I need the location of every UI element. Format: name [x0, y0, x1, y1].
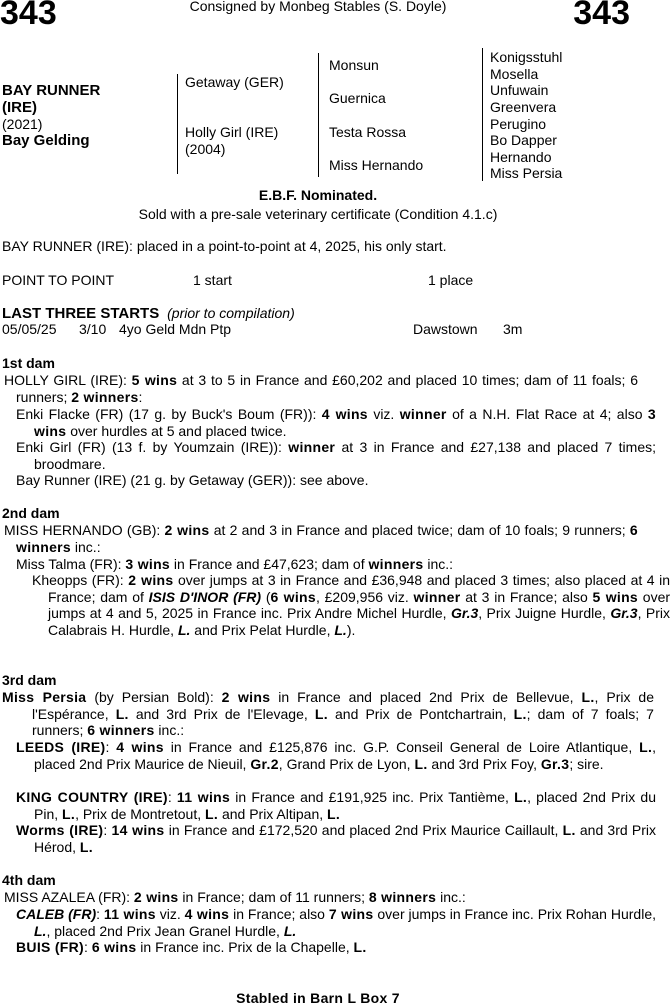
- pedigree-grandparent: Monsun: [329, 57, 379, 73]
- section-title-3rd-dam: 3rd dam: [2, 672, 57, 688]
- lot-number-left: 343: [0, 0, 57, 32]
- pedigree-great-grandparent: Bo Dapper: [490, 132, 557, 148]
- last-three-note: (prior to compilation): [167, 305, 295, 321]
- pedigree-great-grandparent: Mosella: [490, 66, 539, 82]
- horse-name: BAY RUNNER: [2, 82, 101, 99]
- dam1-progeny-3: Bay Runner (IRE) (21 g. by Getaway (GER)): see above.: [16, 472, 369, 488]
- pedigree-great-grandparent: Unfuwain: [490, 82, 549, 98]
- dam3-progeny-1: LEEDS (IRE): 4 wins in France and £125,876 inc. G.P. Conseil General de Loire Atlantique, L., placed 2nd Prix Maurice de Nieuil, Gr.2, Grand Prix de Lyon, L. and 3rd Prix Foy, Gr.3; sire.: [16, 739, 657, 772]
- pedigree-divider-2: [318, 53, 319, 177]
- section-title-4th-dam: 4th dam: [2, 872, 56, 888]
- dam4-paragraph: MISS AZALEA (FR): 2 wins in France; dam of 11 runners; 8 winners inc.:: [4, 889, 466, 905]
- horse-description: Bay Gelding: [2, 132, 90, 149]
- dam1-paragraph: HOLLY GIRL (IRE): 5 wins at 3 to 5 in France and £60,202 and placed 10 times; dam of 11 foals; 6 runners; 2 winners:: [4, 372, 638, 405]
- pedigree-great-grandparent: Greenvera: [490, 99, 557, 115]
- last-start-distance: 3m: [503, 321, 523, 337]
- last-three-title: LAST THREE STARTS: [2, 305, 160, 322]
- ptp-starts: 1 start: [193, 272, 232, 288]
- pedigree-dam-year: (2004): [185, 141, 226, 157]
- dam2-progeny-2: Kheopps (FR): 2 wins over jumps at 3 in France and £36,948 and placed 3 times; also placed at 4 in France; dam of ISIS D'INOR (FR) (6 wins, £209,956 viz. winner at 3 in France; also 5 wins over jumps at 4 and 5, 2025 in France inc. Prix Andre Michel Hurdle, Gr.3, Prix Juigne Hurdle, Gr.3, Prix Calabrais H. Hurdle, L. and Prix Pelat Hurdle, L.).: [32, 572, 670, 639]
- dam3-progeny-2: KING COUNTRY (IRE): 11 wins in France and £191,925 inc. Prix Tantième, L., placed 2nd Prix du Pin, L., Prix de Montretout, L. and Prix Altipan, L.: [16, 789, 656, 822]
- stabling-info: Stabled in Barn L Box 7: [236, 990, 400, 1006]
- ptp-places: 1 place: [428, 272, 474, 288]
- dam2-progeny-1: Miss Talma (FR): 3 wins in France and £47,623; dam of winners inc.:: [16, 556, 454, 572]
- dam1-progeny-1: Enki Flacke (FR) (17 g. by Buck's Boum (FR)): 4 wins viz. winner of a N.H. Flat Race at 4; also 3 wins over hurdles at 5 and placed twice.: [16, 406, 656, 439]
- pedigree-great-grandparent: Konigsstuhl: [490, 49, 563, 65]
- last-three-heading: [2, 305, 295, 322]
- pedigree-dam: Holly Girl (IRE): [185, 124, 279, 140]
- pedigree-sire: Getaway (GER): [185, 74, 284, 90]
- racing-summary: BAY RUNNER (IRE): placed in a point-to-point at 4, 2025, his only start.: [2, 238, 447, 254]
- pedigree-grandparent: Guernica: [329, 90, 386, 106]
- section-title-2nd-dam: 2nd dam: [2, 505, 60, 521]
- dam3-paragraph: Miss Persia (by Persian Bold): 2 wins in France and placed 2nd Prix de Bellevue, L., Prix de l'Espérance, L. and 3rd Prix de l'Elevage, L. and Prix de Pontchartrain, L.; dam of 7 foals; 7 runners; 6 winners inc.:: [2, 689, 654, 739]
- vet-certificate-note: Sold with a pre-sale veterinary certificate (Condition 4.1.c): [138, 206, 498, 222]
- dam4-progeny-2: BUIS (FR): 6 wins in France inc. Prix de la Chapelle, L.: [16, 939, 367, 955]
- last-start-course: Dawstown: [413, 321, 478, 337]
- pedigree-great-grandparent: Perugino: [490, 116, 547, 132]
- pedigree-great-grandparent: Hernando: [490, 149, 552, 165]
- last-start-date: 05/05/25: [2, 321, 57, 337]
- section-title-1st-dam: 1st dam: [2, 355, 55, 371]
- horse-country: (IRE): [2, 99, 37, 116]
- dam4-progeny-1: CALEB (FR): 11 wins viz. 4 wins in France; also 7 wins over jumps in France inc. Prix Rohan Hurdle, L., placed 2nd Prix Jean Granel Hurdle, L.: [16, 906, 656, 939]
- consignor-line: Consigned by Monbeg Stables (S. Doyle): [189, 0, 447, 14]
- horse-year: (2021): [2, 116, 43, 132]
- pedigree-grandparent: Testa Rossa: [329, 124, 407, 140]
- last-start-position: 3/10: [79, 321, 107, 337]
- lot-number-right: 343: [573, 0, 630, 32]
- ebf-nominated: E.B.F. Nominated.: [258, 187, 378, 203]
- pedigree-great-grandparent: Miss Persia: [490, 165, 563, 181]
- pedigree-divider-3: [482, 48, 483, 181]
- dam2-paragraph: MISS HERNANDO (GB): 2 wins at 2 and 3 in France and placed twice; dam of 10 foals; 9 runners; 6 winners inc.:: [4, 522, 638, 555]
- dam1-progeny-2: Enki Girl (FR) (13 f. by Youmzain (IRE)): winner at 3 in France and £27,138 and placed 7 times; broodmare.: [16, 439, 656, 472]
- pedigree-divider-1: [177, 74, 178, 174]
- last-start-race: 4yo Geld Mdn Ptp: [119, 321, 232, 337]
- dam3-progeny-3: Worms (IRE): 14 wins in France and £172,520 and placed 2nd Prix Maurice Caillault, L. and 3rd Prix Hérod, L.: [16, 822, 656, 855]
- ptp-label: POINT TO POINT: [2, 272, 115, 288]
- pedigree-grandparent: Miss Hernando: [329, 157, 424, 173]
